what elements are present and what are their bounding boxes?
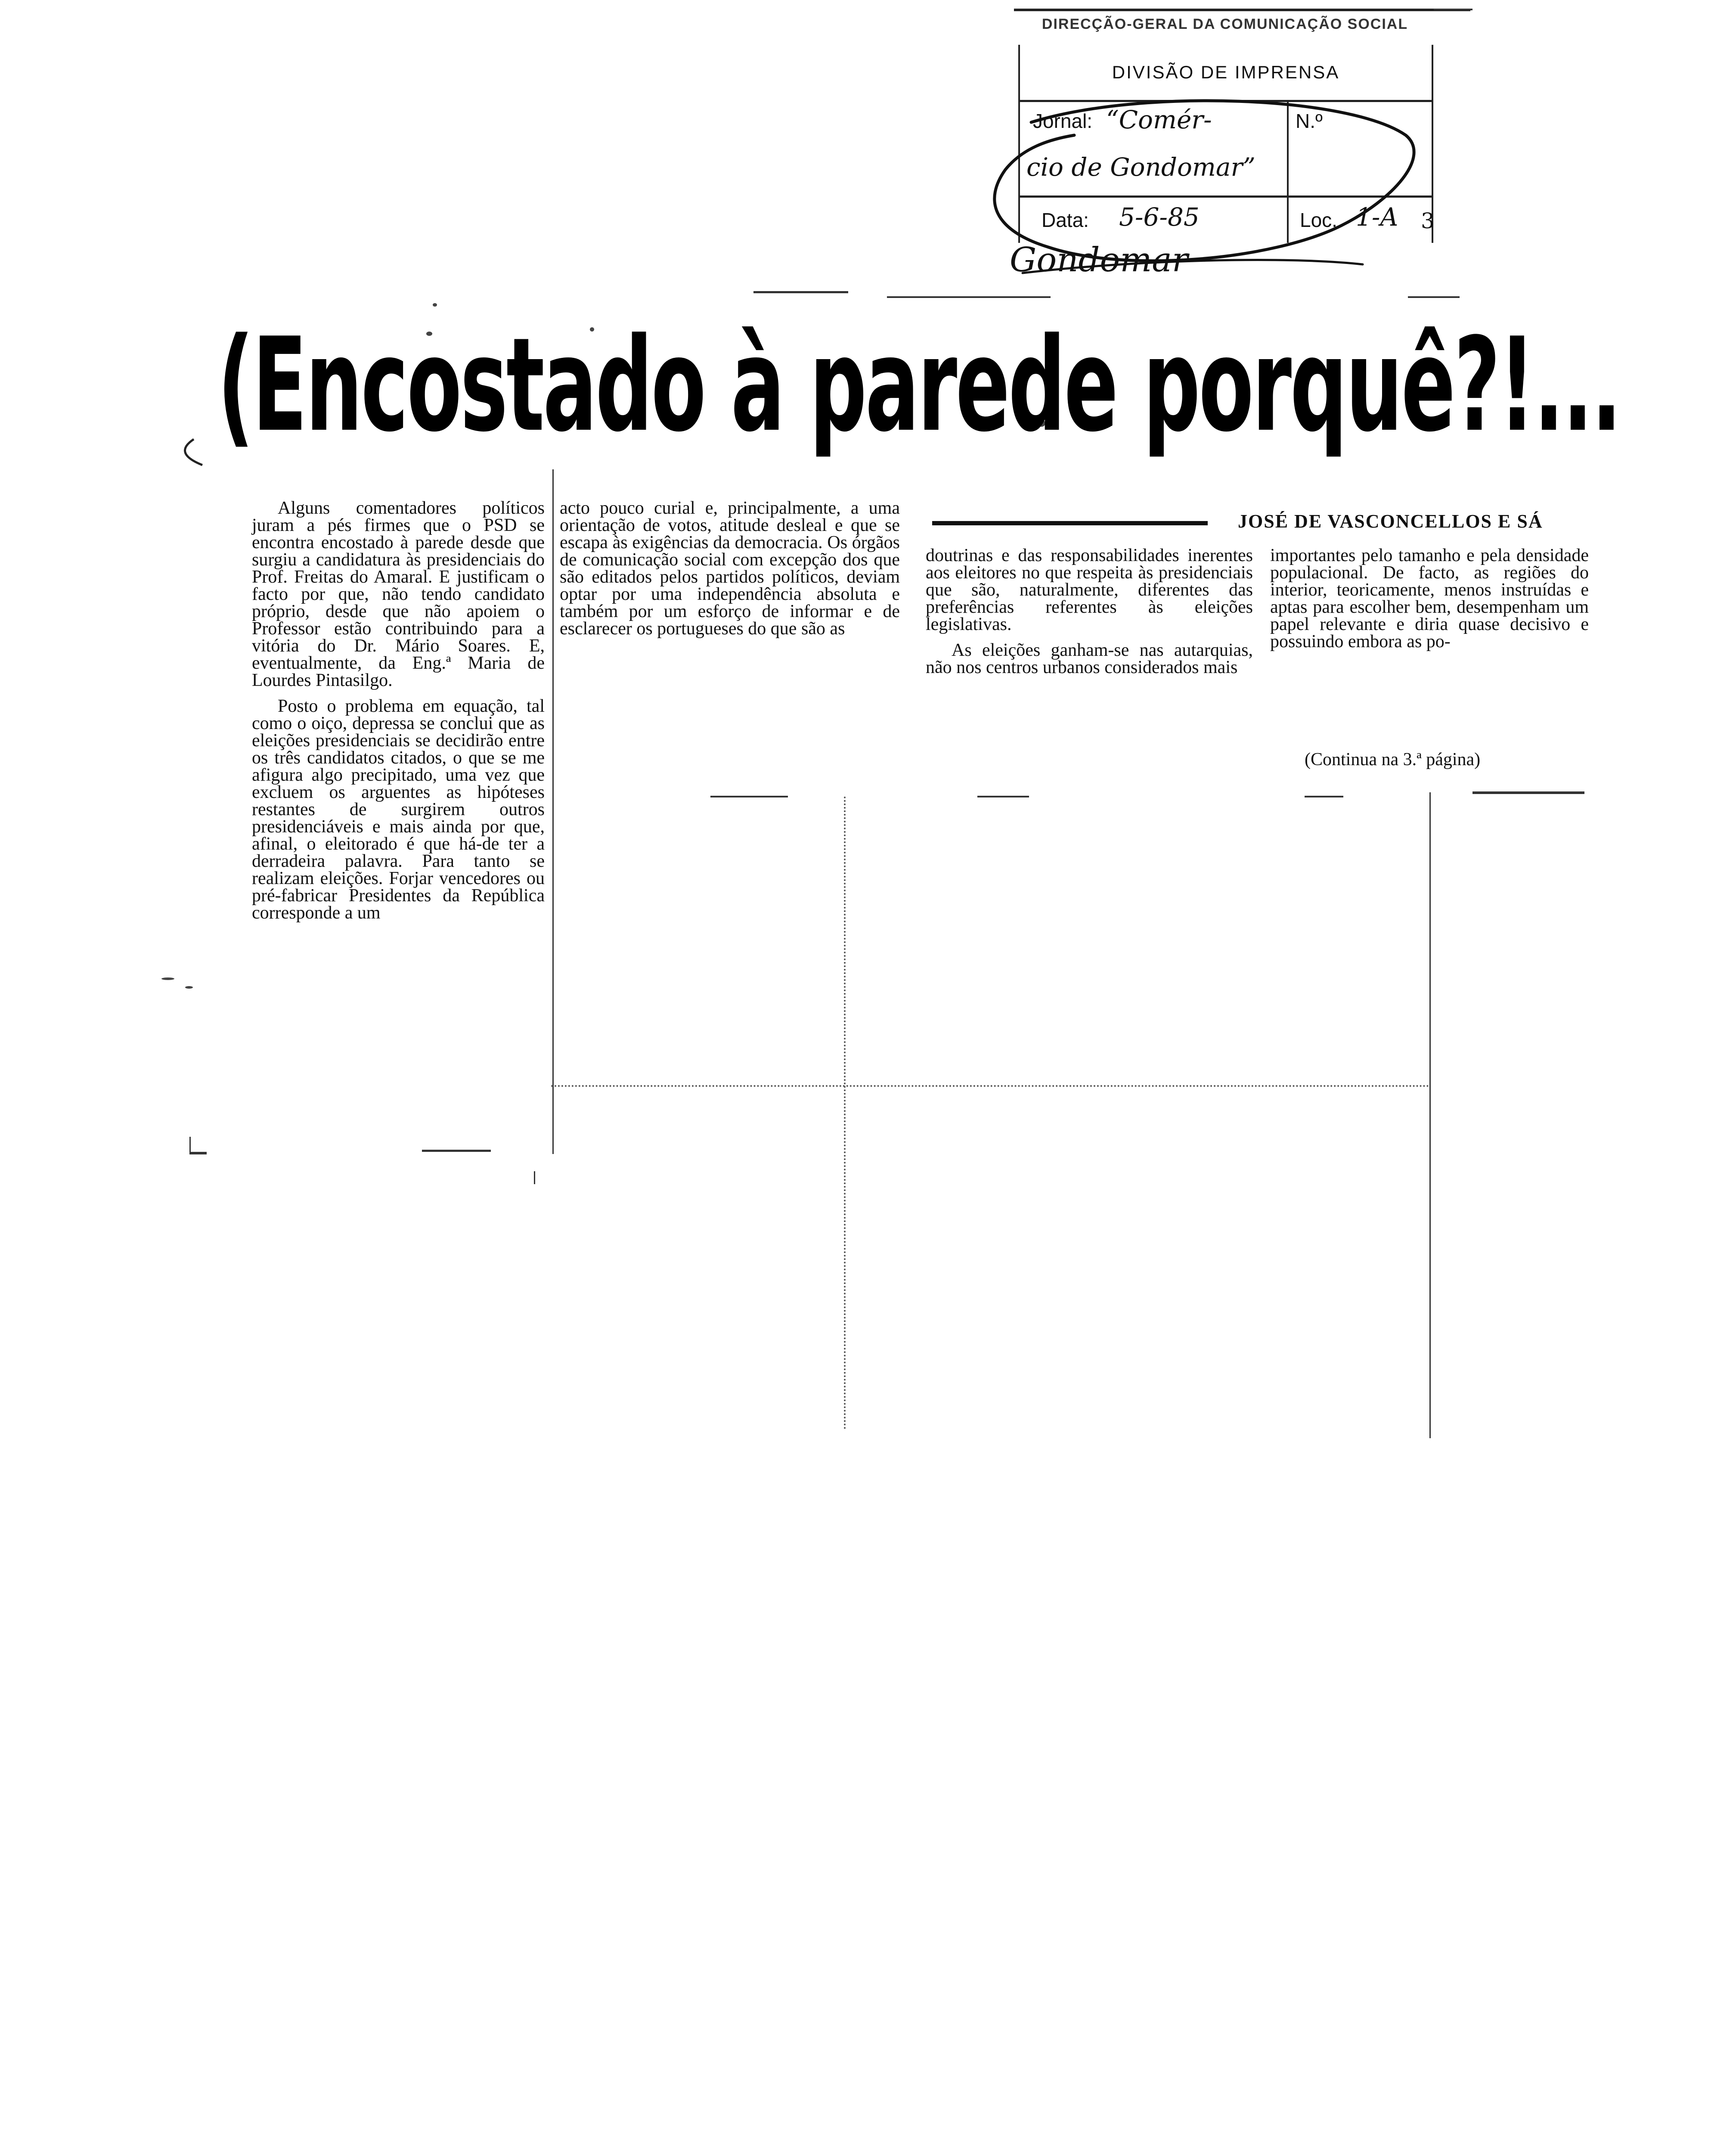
handwritten-oval-mark [919,71,1462,312]
article-byline: JOSÉ DE VASCONCELLOS E SÁ [1238,511,1543,532]
article-paragraph: Alguns comentadores políticos juram a pés firmes que o PSD se encontra encostado à parede desde que surgiu a candidatura às presidenciais do Prof. Freitas do Amaral. E justificam o facto por que, não tendo candidato próprio, desde que não apoiem o Professor estão contribuindo para a vitória do Dr. Mário Soares. E, eventualmente, da Eng.ª Maria de Lourdes Pintasilgo. [252,498,545,690]
article-column-3 [926,547,1253,676]
article-column-2 [560,499,900,637]
article-column-1 [252,499,545,921]
article-paragraph: acto pouco curial e, principalmente, a uma orientação de votos, atitude desleal e que se escapa às exigências da democracia. Os órgãos de comunicação social com excepção dos que são editados pelos partidos políticos, deviam optar por uma independência absoluta e também por um esforço de informar e de esclarecer os portugueses do que são as [560,498,900,639]
continuation-note: (Continua na 3.ª página) [1305,750,1481,769]
loc-extra-mark: 3 [1421,208,1435,233]
article-paragraph: importantes pelo tamanho e pela densidade populacional. De facto, as regiões do interior, teoricamente, menos instruídas e aptas para escolher bem, desempenham um papel relevante e diria quase decisivo e possuindo embora as po- [1270,546,1589,651]
decorative-dash [887,296,1051,298]
decorative-dash [977,796,1029,797]
decorative-dash [1408,296,1460,298]
stamp-ministry-line: DIRECÇÃO-GERAL DA COMUNICAÇÃO SOCIAL [1042,16,1408,32]
byline-rule [932,521,1208,525]
clipping-top-rule [1434,9,1472,10]
loc-label: Loc. [1300,209,1337,231]
column-separator [1429,792,1431,1438]
loc-handwritten-value: 1-A [1356,202,1398,232]
jornal-handwritten-value-1: “Comér- [1106,105,1212,134]
article-paragraph: Posto o problema em equação, tal como o oiço, depressa se conclui que as eleições presidenciais se decidirão entre os três candidatos citados, o que se me afigura algo precipitado, uma vez que excluem os arguentes as hipóteses restantes de surgirem outros presidenciáveis e mais ainda por que, afinal, o eleitorado é que há-de ter a derradeira palavra. Para tanto se realizam eleições. Forjar vencedores ou pré-fabricar Presidentes da República corresponde a um [252,696,545,923]
jornal-label: Jornal: [1033,110,1093,132]
article-paragraph: As eleições ganham-se nas autarquias, não nos centros urbanos considerados mais [926,640,1253,677]
clipping-corner-mark [189,1137,191,1154]
scan-speck [161,977,174,980]
decorative-dash [422,1150,491,1152]
article-paragraph: doutrinas e das responsabilidades inerentes aos eleitores no que respeita às presidenciais que são, naturalmente, diferentes das preferências referentes às eleições legislativas. [926,546,1253,634]
data-handwritten-value: 5-6-85 [1119,202,1200,232]
jornal-handwritten-value-2: cio de Gondomar” [1026,152,1256,182]
stamp-title: DIVISÃO DE IMPRENSA [1112,62,1340,82]
article-headline: (Encostado à parede porquê?!... [217,310,1620,460]
decorative-dash [1305,796,1343,797]
column-separator [552,469,554,1154]
press-division-stamp [1010,6,1435,279]
clipping-corner-mark [189,1152,207,1154]
article-column-4 [1270,547,1589,650]
scan-speck [185,986,193,989]
dotted-cut-line [844,797,846,1430]
decorative-dash [710,796,788,797]
scan-speck [433,303,437,307]
dotted-cut-line [551,1085,1429,1087]
stamp-top-rule [1014,9,1470,11]
left-edge-mark [177,435,211,469]
clipping-edge-rule [1472,791,1584,794]
decorative-dash [753,291,848,293]
numero-label: N.º [1296,110,1323,132]
clipping-corner-mark [534,1171,535,1184]
handwritten-place-note: Gondomar [1010,241,1188,279]
data-label: Data: [1042,209,1089,231]
